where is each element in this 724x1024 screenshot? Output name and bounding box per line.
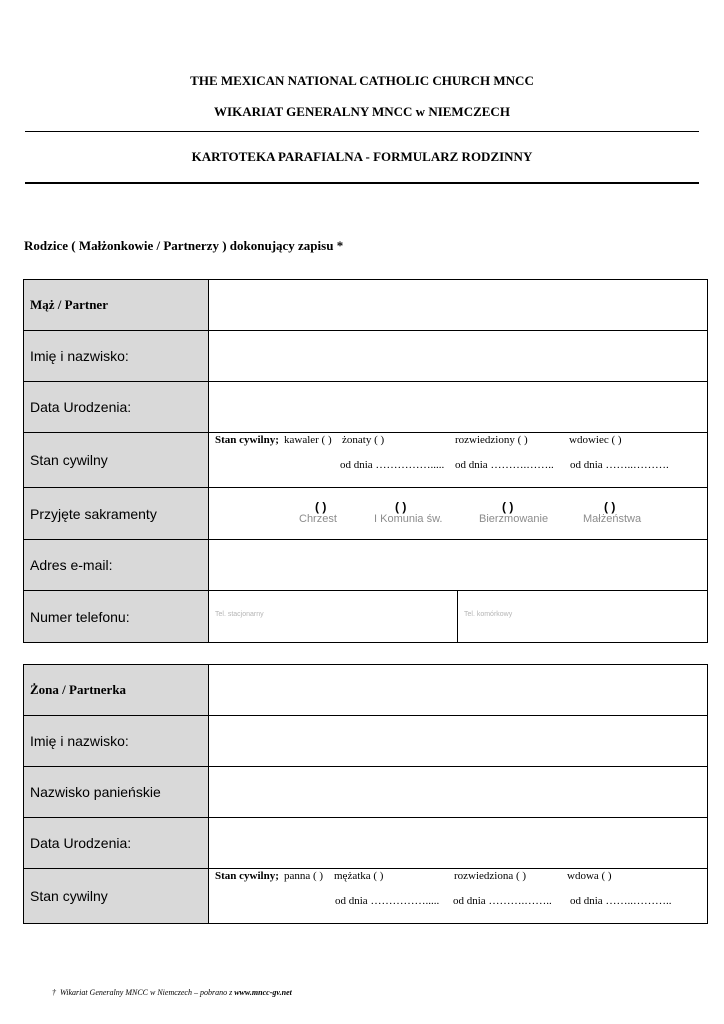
sacrament-chrzest-label: Chrzest	[299, 513, 337, 525]
wife-heading-field[interactable]	[209, 665, 708, 716]
wife-name-row	[24, 716, 708, 767]
husband-since-widowed[interactable]: od dnia ……..……….	[570, 459, 669, 471]
husband-heading: Mąż / Partner	[24, 280, 209, 331]
footer-text: Wikariat Generalny MNCC w Niemczech – pobrano z	[60, 988, 233, 997]
wife-civil-field	[209, 869, 708, 924]
husband-birth-field[interactable]	[209, 382, 708, 433]
sacrament-chrzest-checkbox[interactable]: ( )	[315, 500, 327, 514]
header-divider-thin	[25, 131, 699, 132]
husband-heading-row	[24, 280, 708, 331]
husband-civil-row	[24, 433, 708, 488]
husband-sacraments-field	[209, 488, 708, 540]
wife-birth-row	[24, 818, 708, 869]
footer	[52, 988, 292, 997]
wife-name-label: Imię i nazwisko:	[24, 716, 209, 767]
husband-since-married[interactable]: od dnia …………….....	[340, 459, 445, 471]
phone-mobile-placeholder: Tel. komórkowy	[464, 611, 513, 618]
husband-civil-opt-zonaty[interactable]: żonaty ( )	[342, 434, 385, 446]
wife-table	[23, 664, 708, 924]
husband-email-row	[24, 540, 708, 591]
wife-maiden-row	[24, 767, 708, 818]
wife-since-widowed[interactable]: od dnia ……..………..	[570, 895, 672, 907]
header-divider-thick	[25, 182, 699, 184]
sacrament-komunia-label: I Komunia św.	[374, 513, 443, 525]
husband-sacraments-label: Przyjęte sakramenty	[24, 488, 209, 540]
wife-civil-row	[24, 869, 708, 924]
footer-cross-icon: †	[52, 988, 56, 997]
husband-phone-row	[24, 591, 708, 643]
wife-birth-field[interactable]	[209, 818, 708, 869]
wife-civil-prefix: Stan cywilny;	[215, 870, 279, 882]
sacrament-bierzmowanie-checkbox[interactable]: ( )	[502, 500, 514, 514]
husband-birth-label: Data Urodzenia:	[24, 382, 209, 433]
header-line2: WIKARIAT GENERALNY MNCC w NIEMCZECH	[214, 104, 510, 119]
husband-civil-prefix: Stan cywilny;	[215, 434, 279, 446]
husband-civil-opt-kawaler[interactable]: kawaler ( )	[284, 434, 332, 446]
wife-heading-row	[24, 665, 708, 716]
husband-since-divorced[interactable]: od dnia ……….……..	[455, 459, 554, 471]
wife-maiden-field[interactable]	[209, 767, 708, 818]
husband-email-field[interactable]	[209, 540, 708, 591]
footer-site-link[interactable]: www.mncc-gv.net	[234, 988, 292, 997]
wife-birth-label: Data Urodzenia:	[24, 818, 209, 869]
husband-name-row	[24, 331, 708, 382]
phone-mobile-field[interactable]	[458, 591, 707, 642]
phone-landline-placeholder: Tel. stacjonarny	[215, 611, 264, 618]
sacrament-komunia-checkbox[interactable]: ( )	[395, 500, 407, 514]
header-line1: THE MEXICAN NATIONAL CATHOLIC CHURCH MNCC	[190, 73, 534, 88]
wife-heading: Żona / Partnerka	[24, 665, 209, 716]
sacrament-malzenstwa-label: Małżeństwa	[583, 513, 642, 525]
wife-maiden-label: Nazwisko panieńskie	[24, 767, 209, 818]
husband-name-label: Imię i nazwisko:	[24, 331, 209, 382]
husband-civil-opt-wdowiec[interactable]: wdowiec ( )	[569, 434, 622, 446]
wife-civil-opt-mezatka[interactable]: mężatka ( )	[334, 870, 384, 882]
husband-civil-label: Stan cywilny	[24, 433, 209, 488]
husband-birth-row	[24, 382, 708, 433]
sacrament-bierzmowanie-label: Bierzmowanie	[479, 513, 549, 525]
sacrament-malzenstwa-checkbox[interactable]: ( )	[604, 500, 616, 514]
wife-civil-opt-wdowa[interactable]: wdowa ( )	[567, 870, 612, 882]
husband-phone-label: Numer telefonu:	[24, 591, 209, 643]
wife-civil-opt-panna[interactable]: panna ( )	[284, 870, 324, 882]
husband-name-field[interactable]	[209, 331, 708, 382]
section-heading: Rodzice ( Małżonkowie / Partnerzy ) dokonujący zapisu *	[24, 238, 344, 253]
husband-heading-field[interactable]	[209, 280, 708, 331]
wife-civil-opt-rozwiedziona[interactable]: rozwiedziona ( )	[454, 870, 527, 882]
wife-since-married[interactable]: od dnia …………….....	[335, 895, 440, 907]
husband-phone-field	[209, 591, 708, 643]
wife-civil-label: Stan cywilny	[24, 869, 209, 924]
wife-since-divorced[interactable]: od dnia ……….……..	[453, 895, 552, 907]
form-title: KARTOTEKA PARAFIALNA - FORMULARZ RODZINNY	[191, 149, 533, 164]
husband-civil-opt-rozwiedziony[interactable]: rozwiedziony ( )	[455, 434, 528, 446]
husband-table	[23, 279, 708, 643]
husband-sacraments-row	[24, 488, 708, 540]
phone-landline-field[interactable]	[209, 591, 458, 642]
husband-email-label: Adres e-mail:	[24, 540, 209, 591]
wife-name-field[interactable]	[209, 716, 708, 767]
husband-civil-field	[209, 433, 708, 488]
